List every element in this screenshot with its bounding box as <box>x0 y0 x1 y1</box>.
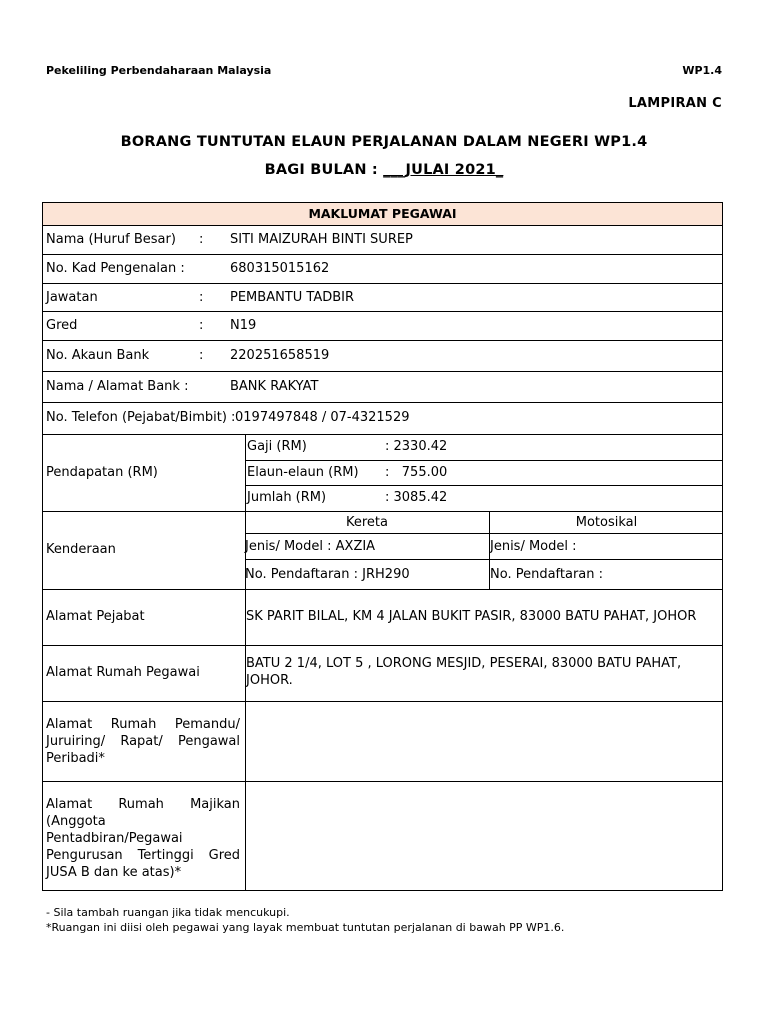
appendix-label: LAMPIRAN C <box>628 96 722 111</box>
gred-value: N19 <box>230 318 257 333</box>
form-title: BORANG TUNTUTAN ELAUN PERJALANAN DALAM NEGERI WP1.4 <box>120 134 648 150</box>
rumah-value-line1: BATU 2 1/4, LOT 5 , LORONG MESJID, PESERAI, 83000 BATU PAHAT, <box>246 656 682 671</box>
document-code: WP1.4 <box>682 64 722 77</box>
section-header <box>43 203 722 226</box>
gaji-value: : 2330.42 <box>385 439 448 454</box>
pejabat-value: SK PARIT BILAL, KM 4 JALAN BUKIT PASIR, 83000 BATU PAHAT, JOHOR <box>246 609 697 624</box>
daftar-row <box>245 560 722 590</box>
telefon-value: 0197497848 / 07-4321529 <box>235 410 410 425</box>
row-telefon <box>43 403 722 435</box>
form-subtitle <box>0 162 768 178</box>
gaji-row <box>245 435 722 461</box>
kereta-daftar: No. Pendaftaran : JRH290 <box>245 567 410 582</box>
officer-info-form <box>42 202 723 891</box>
pemandu-label: Alamat Rumah Pemandu/ Juruiring/ Rapat/ Pengawal Peribadi* <box>46 717 240 766</box>
row-alamat-rumah <box>43 646 722 702</box>
gaji-label: Gaji (RM) <box>247 439 307 454</box>
row-alamat-pejabat <box>43 590 722 646</box>
motosikal-daftar: No. Pendaftaran : <box>490 567 604 582</box>
rumah-label: Alamat Rumah Pegawai <box>46 665 200 680</box>
ic-label: No. Kad Pengenalan : <box>46 261 185 276</box>
motosikal-jenis: Jenis/ Model : <box>490 539 577 554</box>
pendapatan-label: Pendapatan (RM) <box>46 465 158 480</box>
row-alamat-pemandu <box>43 702 722 782</box>
rumah-value-line2: JOHOR. <box>246 673 293 688</box>
akaun-label: No. Akaun Bank <box>46 348 150 363</box>
pejabat-label: Alamat Pejabat <box>46 609 145 624</box>
jumlah-label: Jumlah (RM) <box>247 490 327 505</box>
gred-colon: : <box>199 318 204 333</box>
majikan-label: Alamat Rumah Majikan (Anggota Pentadbiran/Pegawai Pengurusan Tertinggi Gred JUSA B dan ke atas)* <box>46 797 240 880</box>
jawatan-value: PEMBANTU TADBIR <box>230 290 355 305</box>
jumlah-row <box>245 486 722 512</box>
kenderaan-label: Kenderaan <box>46 542 116 557</box>
elaun-label: Elaun-elaun (RM) <box>247 465 359 480</box>
kenderaan-header-row <box>245 512 722 534</box>
kereta-header: Kereta <box>346 515 388 530</box>
footnotes <box>46 905 564 935</box>
row-pendapatan <box>43 435 722 512</box>
gred-label: Gred <box>46 318 78 333</box>
section-title: MAKLUMAT PEGAWAI <box>308 206 457 221</box>
telefon-label: No. Telefon (Pejabat/Bimbit) : <box>46 410 236 425</box>
akaun-value: 220251658519 <box>230 348 330 363</box>
bank-value: BANK RAKYAT <box>230 379 319 394</box>
motosikal-header: Motosikal <box>575 515 638 530</box>
document-header-left: Pekeliling Perbendaharaan Malaysia <box>46 64 272 77</box>
subtitle-month: ___JULAI 2021_ <box>383 162 504 178</box>
row-jawatan <box>43 284 722 312</box>
elaun-row <box>245 461 722 486</box>
akaun-colon: : <box>199 348 204 363</box>
elaun-value: : 755.00 <box>385 465 448 480</box>
row-kenderaan <box>43 512 722 590</box>
row-akaun <box>43 341 722 372</box>
nama-label: Nama (Huruf Besar) <box>46 232 176 247</box>
row-nama <box>43 226 722 255</box>
footnote-2: *Ruangan ini diisi oleh pegawai yang layak membuat tuntutan perjalanan di bawah PP WP1.6. <box>46 921 565 934</box>
bank-label: Nama / Alamat Bank : <box>46 379 189 394</box>
footnote-1: - Sila tambah ruangan jika tidak mencukupi. <box>46 906 290 919</box>
row-alamat-majikan <box>43 782 722 891</box>
kereta-jenis: Jenis/ Model : AXZIA <box>245 539 376 554</box>
row-bank <box>43 372 722 403</box>
subtitle-prefix: BAGI BULAN : <box>264 162 384 178</box>
jawatan-colon: : <box>199 290 204 305</box>
row-gred <box>43 312 722 341</box>
row-ic <box>43 255 722 284</box>
nama-value: SITI MAIZURAH BINTI SUREP <box>230 232 413 247</box>
jenis-row <box>245 534 722 560</box>
jawatan-label: Jawatan <box>46 290 98 305</box>
ic-value: 680315015162 <box>230 261 330 276</box>
jumlah-value: : 3085.42 <box>385 490 448 505</box>
nama-colon: : <box>199 232 204 247</box>
